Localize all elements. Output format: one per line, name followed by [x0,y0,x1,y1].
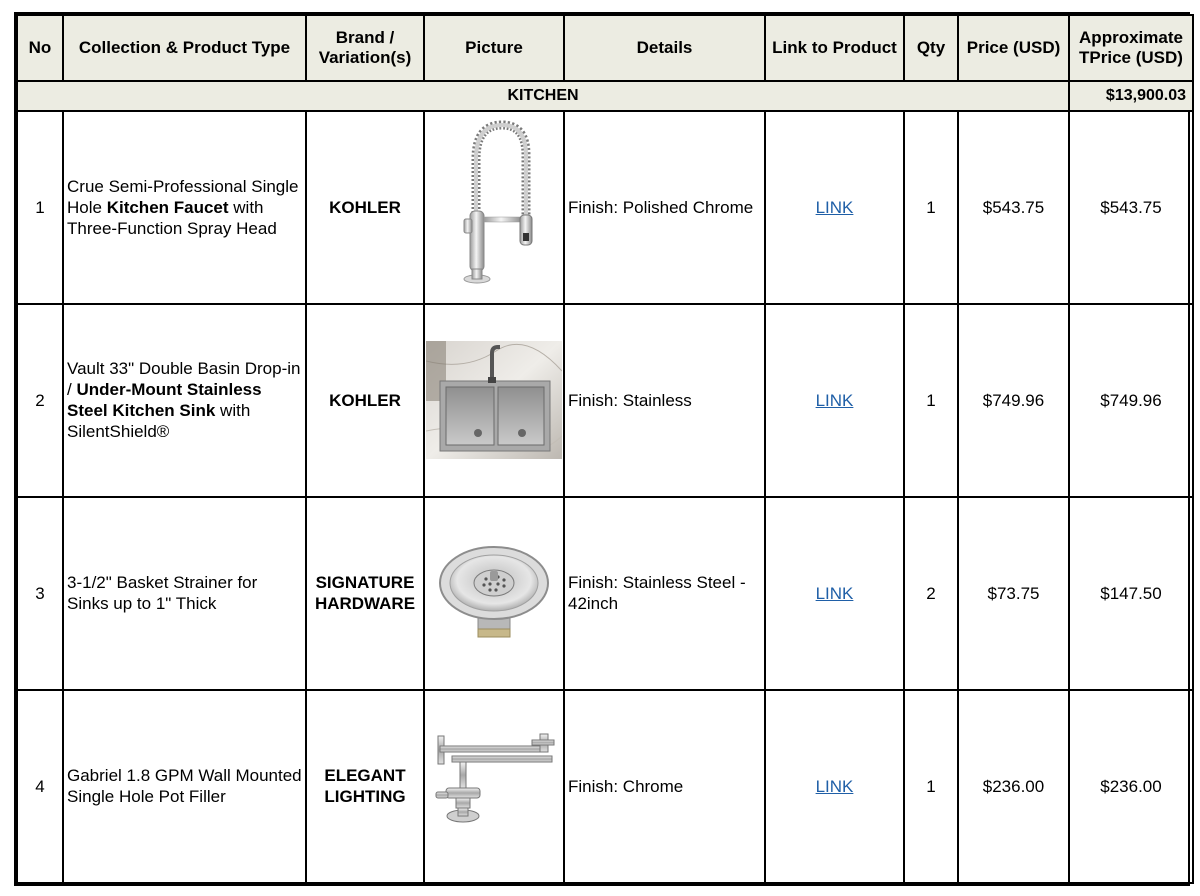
row-brand: SIGNATURE HARDWARE [306,497,424,690]
row-brand: KOHLER [306,111,424,304]
row-link-cell [765,304,904,497]
row-qty: 1 [904,304,958,497]
header-no: No [17,15,63,81]
row-product: Crue Semi-Professional Single Hole Kitchen Faucet with Three-Function Spray Head [63,111,306,304]
row-price: $236.00 [958,690,1069,883]
header-row [17,15,1193,81]
row-brand: ELEGANT LIGHTING [306,690,424,883]
row-tprice: $236.00 [1069,690,1193,883]
basket-strainer-icon [434,543,554,643]
row-details: Finish: Stainless Steel - 42inch [564,497,765,690]
row-link-cell [765,497,904,690]
row-tprice: $147.50 [1069,497,1193,690]
header-collection: Collection & Product Type [63,15,306,81]
product-link[interactable]: LINK [815,390,854,410]
row-brand: KOHLER [306,304,424,497]
row-product: Gabriel 1.8 GPM Wall Mounted Single Hole Pot Filler [63,690,306,883]
row-product: 3-1/2" Basket Strainer for Sinks up to 1" Thick [63,497,306,690]
row-price: $73.75 [958,497,1069,690]
row-no: 1 [17,111,63,304]
product-table-sheet [14,12,1190,886]
row-price: $749.96 [958,304,1069,497]
header-picture: Picture [424,15,564,81]
table-row [17,111,1193,304]
row-details: Finish: Stainless [564,304,765,497]
table-row [17,690,1193,883]
product-table [16,14,1194,884]
row-picture [424,690,564,883]
header-qty: Qty [904,15,958,81]
section-row-kitchen [17,81,1193,110]
row-details: Finish: Chrome [564,690,765,883]
row-qty: 1 [904,690,958,883]
row-picture [424,497,564,690]
row-no: 2 [17,304,63,497]
pot-filler-icon [432,730,556,842]
row-tprice: $749.96 [1069,304,1193,497]
row-link-cell [765,111,904,304]
row-tprice: $543.75 [1069,111,1193,304]
table-row [17,304,1193,497]
row-link-cell [765,690,904,883]
row-picture [424,304,564,497]
row-qty: 2 [904,497,958,690]
section-total: $13,900.03 [1069,81,1193,110]
header-price: Price (USD) [958,15,1069,81]
double-sink-icon [426,341,562,459]
row-no: 4 [17,690,63,883]
kitchen-faucet-icon [446,119,542,295]
header-details: Details [564,15,765,81]
table-row [17,497,1193,690]
row-picture [424,111,564,304]
row-qty: 1 [904,111,958,304]
header-link: Link to Product [765,15,904,81]
section-title: KITCHEN [17,81,1069,110]
product-link[interactable]: LINK [815,776,854,796]
header-brand: Brand / Variation(s) [306,15,424,81]
product-link[interactable]: LINK [815,583,854,603]
row-no: 3 [17,497,63,690]
row-details: Finish: Polished Chrome [564,111,765,304]
row-product: Vault 33" Double Basin Drop-in / Under-Mount Stainless Steel Kitchen Sink with SilentShield® [63,304,306,497]
product-link[interactable]: LINK [815,197,854,217]
row-price: $543.75 [958,111,1069,304]
header-tprice: Approximate TPrice (USD) [1069,15,1193,81]
